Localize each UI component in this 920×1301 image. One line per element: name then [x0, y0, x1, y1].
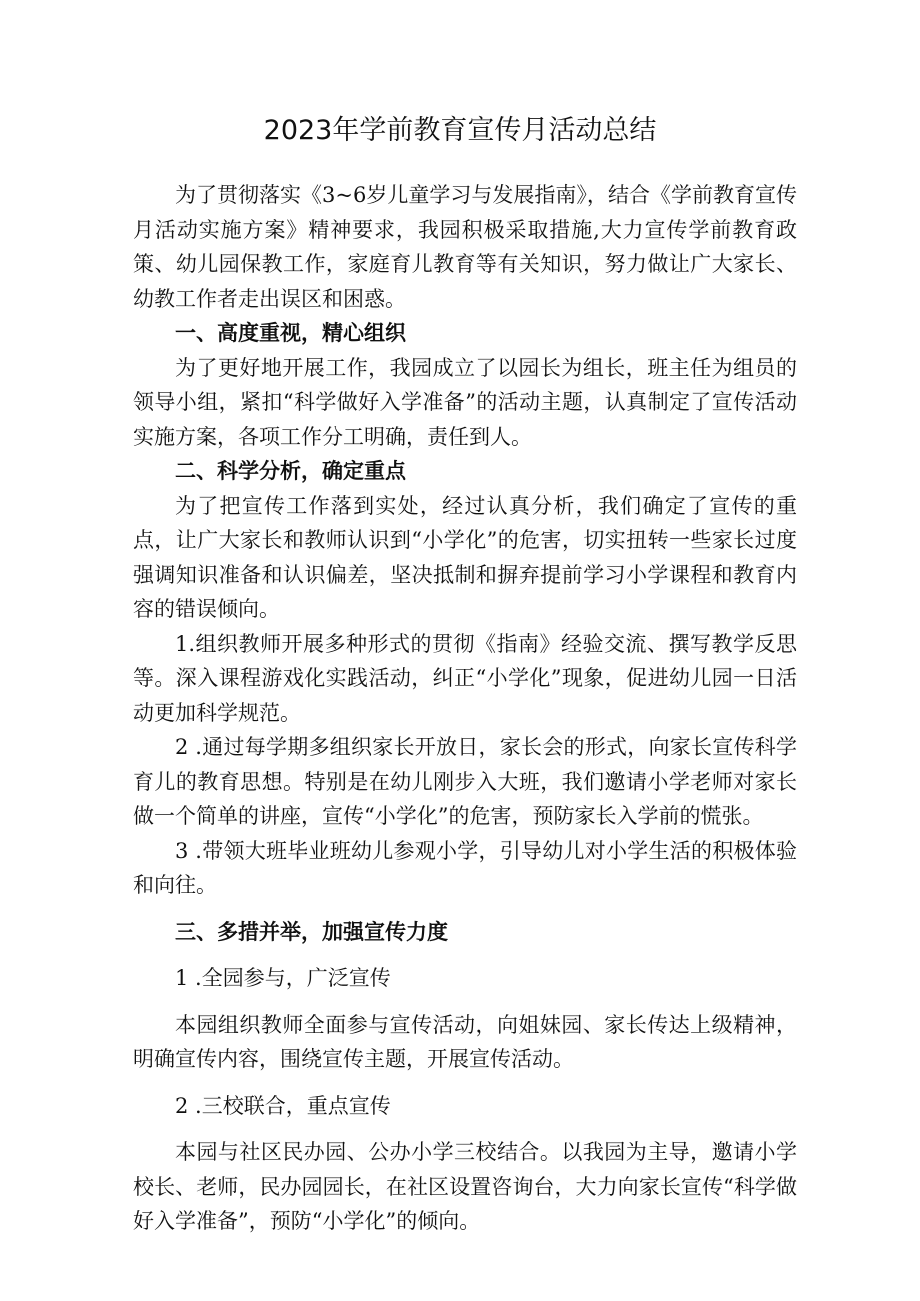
section-2-item-1: 1.组织教师开展多种形式的贯彻《指南》经验交流、撰写教学反思等。深入课程游戏化实践活动，纠正“小学化”现象，促进幼儿园一日活动更加科学规范。 [133, 631, 797, 725]
document-title: 2023年学前教育宣传月活动总结 [263, 115, 657, 146]
section-3-paragraph-1: 本园组织教师全面参与宣传活动，向姐妹园、家长传达上级精神，明确宣传内容，围绕宣传主题，开展宣传活动。 [133, 1012, 797, 1071]
section-heading-3: 三、多措并举，加强宣传力度 [175, 919, 448, 944]
section-heading-1: 一、高度重视，精心组织 [175, 321, 406, 345]
section-2-item-3: 3 .带领大班毕业班幼儿参观小学，引导幼儿对小学生活的积极体验和向往。 [133, 838, 797, 897]
section-2-item-2: 2 .通过每学期多组织家长开放日，家长会的形式，向家长宣传科学育儿的教育思想。特别是在幼儿刚步入大班，我们邀请小学老师对家长做一个简单的讲座，宣传“小学化”的危害，预防家长入学前的慌张。 [133, 735, 797, 828]
section-2-paragraph: 为了把宣传工作落到实处，经过认真分析，我们确定了宣传的重点，让广大家长和教师认识到“小学化”的危害，切实扭转一些家长过度强调知识准备和认识偏差，坚决抵制和摒弃提前学习小学课程和教育内容的错误倾向。 [133, 493, 797, 621]
section-3-subheading-1: 1 .全园参与，广泛宣传 [175, 966, 391, 990]
section-heading-2: 二、科学分析，确定重点 [175, 459, 406, 483]
section-3-paragraph-2: 本园与社区民办园、公办小学三校结合。以我园为主导，邀请小学校长、老师，民办园园长，在社区设置咨询台，大力向家长宣传“科学做好入学准备”，预防“小学化”的倾向。 [133, 1140, 797, 1233]
document-body [133, 178, 797, 1239]
intro-paragraph: 为了贯彻落实《3~6岁儿童学习与发展指南》，结合《学前教育宣传月活动实施方案》精神要求，我园积极采取措施,大力宣传学前教育政策、幼儿园保教工作，家庭育儿教育等有关知识，努力做让广大家长、幼教工作者走出误区和困惑。 [133, 183, 797, 311]
section-3-subheading-2: 2 .三校联合，重点宣传 [175, 1093, 391, 1118]
section-1-paragraph: 为了更好地开展工作，我园成立了以园长为组长，班主任为组员的领导小组，紧扣“科学做好入学准备”的活动主题，认真制定了宣传活动实施方案，各项工作分工明确，责任到人。 [133, 355, 797, 449]
